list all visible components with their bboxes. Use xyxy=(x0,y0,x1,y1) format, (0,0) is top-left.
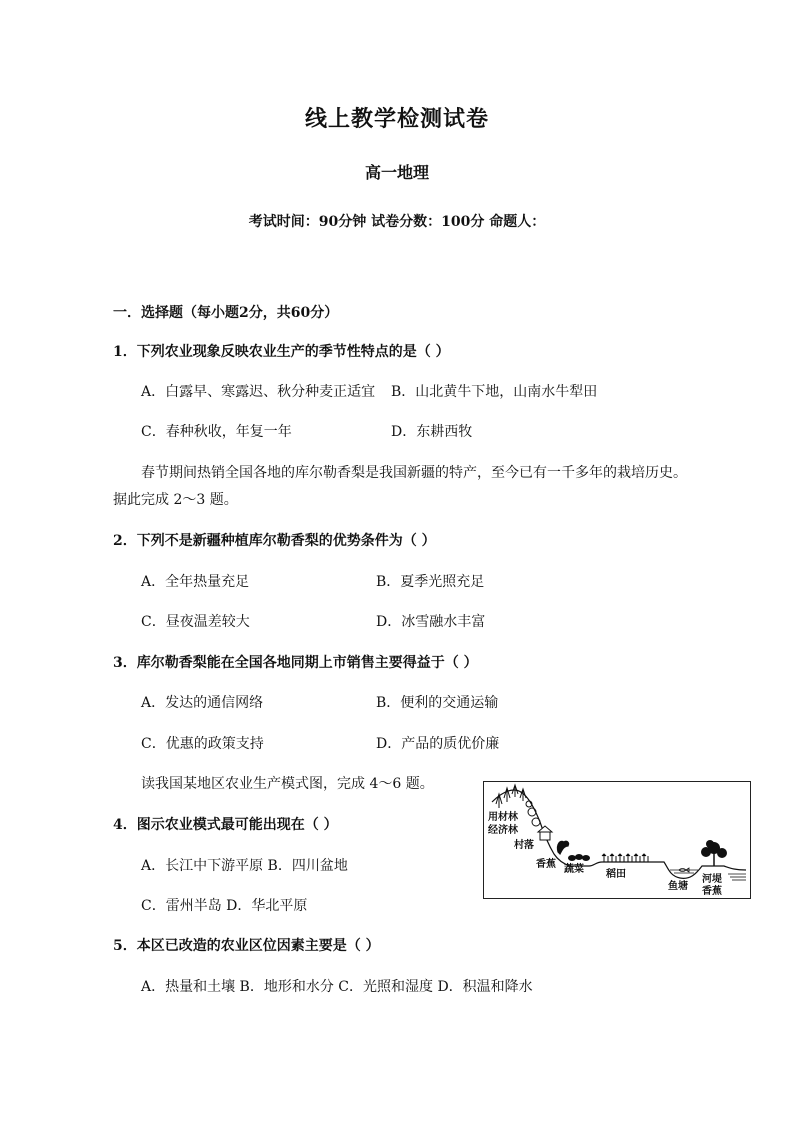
question-1-option-d: D．东耕西牧 xyxy=(391,424,473,440)
question-3-option-d: D．产品的质优价廉 xyxy=(376,736,500,752)
label-timber-forest: 用材林 xyxy=(488,812,518,823)
question-4-options-ab: A．长江中下游平原 B．四川盆地 xyxy=(141,858,348,874)
question-2-option-b: B．夏季光照充足 xyxy=(376,574,485,590)
agriculture-mode-diagram xyxy=(483,781,751,899)
page-title: 线上教学检测试卷 xyxy=(304,106,489,132)
question-2-option-a: A．全年热量充足 xyxy=(141,574,250,590)
label-banana: 香蕉 xyxy=(536,859,556,870)
question-3-stem: 3．库尔勒香梨能在全国各地同期上市销售主要得益于（ ） xyxy=(113,655,478,671)
passage-intro-line1: 春节期间热销全国各地的库尔勒香梨是我国新疆的特产，至今已有一千多年的栽培历史。 xyxy=(141,465,687,481)
question-5-options: A．热量和土壤 B．地形和水分 C．光照和湿度 D．积温和降水 xyxy=(141,979,533,995)
question-3-option-a: A．发达的通信网络 xyxy=(141,695,264,711)
question-1-option-c: C．春种秋收，年复一年 xyxy=(141,424,292,440)
question-3-option-b: B．便利的交通运输 xyxy=(376,695,499,711)
label-village: 村落 xyxy=(514,840,534,851)
label-dike: 河堤 xyxy=(702,874,722,885)
question-4-options-cd: C．雷州半岛 D．华北平原 xyxy=(141,898,308,914)
question-1-stem: 1．下列农业现象反映农业生产的季节性特点的是（ ） xyxy=(113,344,450,360)
question-2-stem: 2．下列不是新疆种植库尔勒香梨的优势条件为（ ） xyxy=(113,533,436,549)
question-3-option-c: C．优惠的政策支持 xyxy=(141,736,264,752)
question-1-option-a: A．白露早、寒露迟、秋分种麦正适宜 xyxy=(141,384,376,400)
question-2-option-d: D．冰雪融水丰富 xyxy=(376,614,486,630)
question-5-stem: 5．本区已改造的农业区位因素主要是（ ） xyxy=(113,938,380,954)
section-heading: 一．选择题（每小题2分，共60分） xyxy=(113,305,339,321)
question-4-stem: 4．图示农业模式最可能出现在（ ） xyxy=(113,817,338,833)
label-fish-pond: 鱼塘 xyxy=(668,881,688,892)
question-2-option-c: C．昼夜温差较大 xyxy=(141,614,250,630)
label-vegetables: 蔬菜 xyxy=(564,864,584,875)
label-economic-forest: 经济林 xyxy=(488,825,518,836)
label-dike-banana: 香蕉 xyxy=(702,886,722,897)
exam-info: 考试时间：90分钟 试卷分数：100分 命题人： xyxy=(248,214,546,230)
label-rice-field: 稻田 xyxy=(606,869,626,880)
passage-intro-line2: 据此完成 2～3 题。 xyxy=(113,492,238,508)
passage-intro-4-6: 读我国某地区农业生产模式图，完成 4～6 题。 xyxy=(141,776,434,792)
subject-title: 高一地理 xyxy=(364,163,429,182)
question-1-option-b: B．山北黄牛下地，山南水牛犁田 xyxy=(391,384,598,400)
